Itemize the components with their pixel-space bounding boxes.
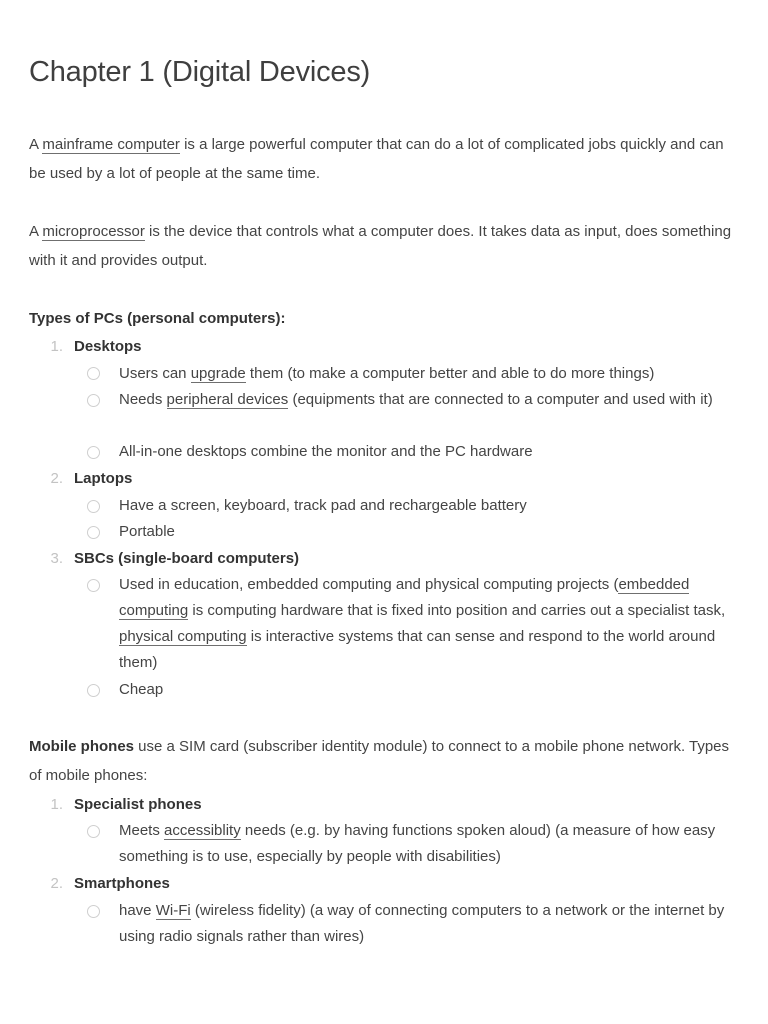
list-item-desktops: 1. Desktops xyxy=(50,338,142,355)
term-microprocessor[interactable]: microprocessor xyxy=(42,223,145,240)
term-peripheral-devices[interactable]: peripheral devices xyxy=(166,391,289,408)
list-item: Have a screen, keyboard, track pad and rechargeable battery xyxy=(119,497,527,514)
list-item-sbcs: 3. SBCs (single-board computers) xyxy=(50,550,300,567)
bullet-circle-icon xyxy=(87,825,100,838)
page-title: Chapter 1 (Digital Devices) xyxy=(29,56,371,88)
list-item: Meets accessiblity needs (e.g. by having functions spoken aloud) (a measure of how easy something is to use, especially by people with disabilities) xyxy=(119,822,716,865)
bullet-circle-icon xyxy=(87,367,100,380)
list-item: have Wi-Fi (wireless fidelity) (a way of connecting computers to a network or the internet by using radio signals rather than wires) xyxy=(119,902,725,945)
list-item: Needs peripheral devices (equipments that are connected to a computer and used with it) xyxy=(119,391,713,408)
paragraph-mobile-phones: Mobile phones use a SIM card (subscriber identity module) to connect to a mobile phone network. Types of mobile phones: xyxy=(29,738,730,784)
term-mainframe-computer[interactable]: mainframe computer xyxy=(42,136,180,153)
list-item: Users can upgrade them (to make a computer better and able to do more things) xyxy=(119,365,655,382)
term-accessiblity[interactable]: accessiblity xyxy=(164,822,241,839)
list-item: Cheap xyxy=(119,681,164,698)
paragraph-mainframe: A mainframe computer is a large powerful computer that can do a lot of complicated jobs quickly and can be used by a lot of people at the same time. xyxy=(29,136,724,182)
term-upgrade[interactable]: upgrade xyxy=(190,365,246,382)
list-item-smartphones: 2. Smartphones xyxy=(50,875,170,892)
list-item: All-in-one desktops combine the monitor and the PC hardware xyxy=(119,443,533,460)
list-item: Used in education, embedded computing and physical computing projects (embedded computing is computing hardware that is fixed into position and carries out a specialist task, physical computing is interactive systems that can sense and respond to the world around them) xyxy=(119,576,726,671)
list-item-laptops: 2. Laptops xyxy=(50,470,133,487)
list-item-specialist-phones: 1. Specialist phones xyxy=(50,796,202,813)
list-item: Portable xyxy=(119,523,175,540)
bullet-circle-icon xyxy=(87,579,100,592)
bullet-circle-icon xyxy=(87,905,100,918)
bullet-circle-icon xyxy=(87,446,100,459)
heading-types-of-pcs: Types of PCs (personal computers): xyxy=(29,310,286,327)
term-embedded-computing[interactable]: embedded computing xyxy=(119,576,690,619)
paragraph-microprocessor: A microprocessor is the device that controls what a computer does. It takes data as input, does something with it and provides output. xyxy=(29,223,732,269)
term-physical-computing[interactable]: physical computing xyxy=(119,628,247,645)
bullet-circle-icon xyxy=(87,526,100,539)
bullet-circle-icon xyxy=(87,684,100,697)
bullet-circle-icon xyxy=(87,394,100,407)
bullet-circle-icon xyxy=(87,500,100,513)
term-wi-fi[interactable]: Wi-Fi xyxy=(155,902,191,919)
